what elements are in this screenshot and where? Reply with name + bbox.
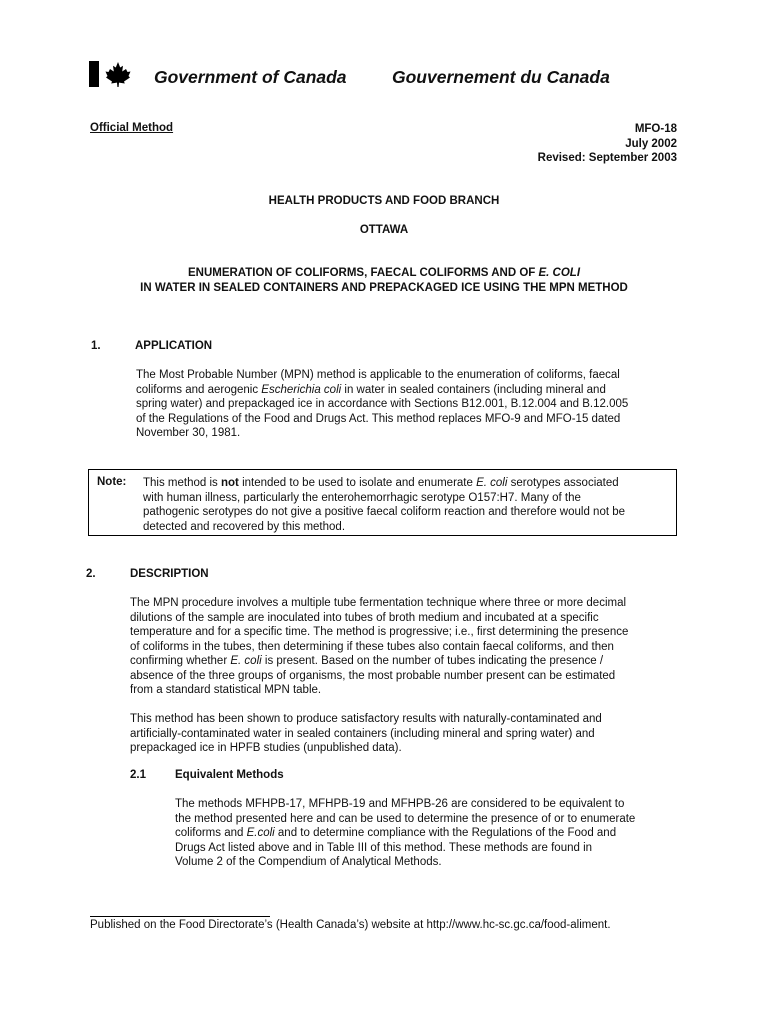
text-line: This method is not intended to be used to isolate and enumerate E. coli serotypes associated [143,477,619,489]
revised-date: Revised: September 2003 [537,152,677,164]
method-code: MFO-18 [634,123,677,135]
official-method-label: Official Method [90,122,174,134]
text-line: Drugs Act listed above and in Table III of this method. These methods are found in [175,841,593,854]
text-line: of the Regulations of the Food and Drugs Act. This method replaces MFO-9 and MFO-15 dated [136,412,621,425]
text-line: Volume 2 of the Compendium of Analytical Methods. [175,856,442,868]
document-meta [538,122,677,166]
section-1-number: 1. [91,340,101,352]
text-line: This method has been shown to produce satisfactory results with naturally-contaminated and [130,713,602,725]
section-2-number: 2. [86,568,96,580]
text-line: The Most Probable Number (MPN) method is applicable to the enumeration of coliforms, faecal [136,369,620,381]
text-line: from a standard statistical MPN table. [130,684,322,696]
text-line: prepackaged ice in HPFB studies (unpublished data). [130,742,402,754]
title-line1-italic: E. COLI [538,267,581,279]
section-2-heading: DESCRIPTION [130,568,209,580]
text-line: absence of the three groups of organisms, the most probable number present can be estimated [130,669,616,682]
title-line2: IN WATER IN SEALED CONTAINERS AND PREPACKAGED ICE USING THE MPN METHOD [140,281,628,294]
note-text [143,476,671,534]
section-2-paragraph-2 [130,712,690,756]
section-2-paragraph-1 [130,596,690,698]
section-1-heading: APPLICATION [135,340,213,352]
text-line: spring water) and prepackaged ice in accordance with Sections B12.001, B.12.004 and B.12.005 [136,398,629,410]
section-1-paragraph [136,368,681,441]
text-line: the method presented here and can be used to determine the presence of or to enumerate [175,812,636,825]
text-line: temperature and for a specific time. The method is progressive; i.e., first determining the presence [130,626,629,638]
document-title [0,266,768,295]
method-date: July 2002 [625,137,677,150]
text-line: of coliforms in the tubes, then determining if these tubes also contain faecal coliforms, and then [130,640,614,653]
section-2-1-heading: Equivalent Methods [175,769,284,781]
maple-leaf-icon [104,60,132,88]
text-line: The MPN procedure involves a multiple tube fermentation technique where three or more decimal [130,597,627,609]
text-line: The methods MFHPB-17, MFHPB-19 and MFHPB-26 are considered to be equivalent to [175,798,625,810]
text-line: coliforms and aerogenic Escherichia coli in water in sealed containers (including mineral and [136,383,606,396]
note-label: Note: [97,476,127,488]
flag-bar-icon [89,61,99,87]
text-line: confirming whether E. coli is present. Based on the number of tubes indicating the presence / [130,655,604,667]
branch-heading: HEALTH PRODUCTS AND FOOD BRANCH [268,195,500,207]
text-line: coliforms and E.coli and to determine compliance with the Regulations of the Food and [175,827,617,839]
footnote-divider [90,916,270,917]
footnote: Published on the Food Directorate’s (Health Canada’s) website at http://www.hc-sc.gc.ca/food-aliment. [90,919,611,931]
text-line: dilutions of the sample are inoculated into tubes of broth medium and incubated at a specific [130,611,599,624]
text-line: with human illness, particularly the enterohemorrhagic serotype O157:H7. Many of the [143,491,581,504]
text-line: detected and recovered by this method. [143,520,346,533]
section-2-1-paragraph [175,797,685,870]
city-heading: OTTAWA [359,224,409,236]
text-line: November 30, 1981. [136,427,241,439]
government-name-english: Government of Canada [154,67,347,87]
title-line1: ENUMERATION OF COLIFORMS, FAECAL COLIFORMS AND OF [187,267,539,279]
note-box [88,469,677,536]
government-name-french: Gouvernement du Canada [392,67,610,87]
text-line: artificially-contaminated water in sealed containers (including mineral and spring water) and [130,727,595,740]
section-2-1-number: 2.1 [130,769,146,781]
text-line: pathogenic serotypes do not give a positive faecal coliform reaction and therefore would not be [143,506,626,518]
